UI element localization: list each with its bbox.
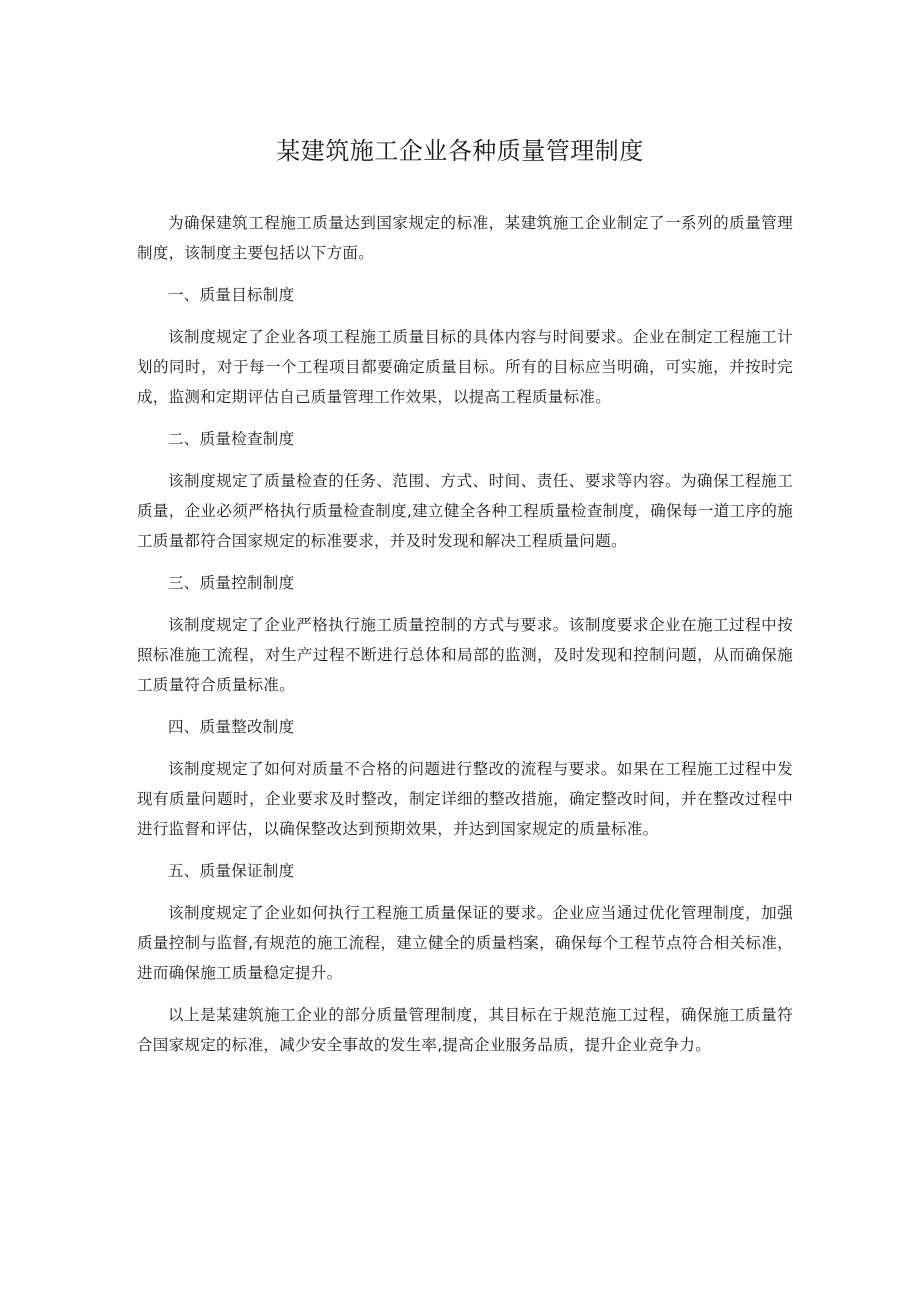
section-heading-quality-control: 三、质量控制制度 — [168, 574, 295, 592]
section-body-quality-goals: 该制度规定了企业各项工程施工质量目标的具体内容与时间要求。企业在制定工程施工计划的同时，对于每一个工程项目都要确定质量目标。所有的目标应当明确，可实施，并按时完成，监测和定期评估自己质量管理工作效果，以提高工程质量标准。 — [137, 328, 793, 406]
section-body-quality-rectification: 该制度规定了如何对质量不合格的问题进行整改的流程与要求。如果在工程施工过程中发现有质量问题时，企业要求及时整改，制定详细的整改措施，确定整改时间，并在整改过程中进行监督和评估，以确保整改达到预期效果，并达到国家规定的质量标准。 — [137, 760, 793, 838]
section-heading-quality-rectification: 四、质量整改制度 — [168, 718, 295, 736]
page-title: 某建筑施工企业各种质量管理制度 — [276, 137, 644, 165]
section-body-quality-inspection: 该制度规定了质量检查的任务、范围、方式、时间、责任、要求等内容。为确保工程施工质量，企业必须严格执行质量检查制度,建立健全各种工程质量检查制度，确保每一道工序的施工质量都符合国家规定的标准要求，并及时发现和解决工程质量问题。 — [137, 472, 793, 550]
section-heading-quality-inspection: 二、质量检查制度 — [168, 430, 295, 448]
intro-paragraph: 为确保建筑工程施工质量达到国家规定的标准，某建筑施工企业制定了一系列的质量管理制度，该制度主要包括以下方面。 — [137, 214, 793, 262]
conclusion-paragraph: 以上是某建筑施工企业的部分质量管理制度，其目标在于规范施工过程，确保施工质量符合国家规定的标准，减少安全事故的发生率,提高企业服务品质，提升企业竞争力。 — [137, 1006, 793, 1054]
section-heading-quality-goals: 一、质量目标制度 — [168, 286, 295, 304]
section-body-quality-assurance: 该制度规定了企业如何执行工程施工质量保证的要求。企业应当通过优化管理制度，加强质量控制与监督,有规范的施工流程，建立健全的质量档案，确保每个工程节点符合相关标准，进而确保施工质量稳定提升。 — [137, 904, 793, 982]
section-body-quality-control: 该制度规定了企业严格执行施工质量控制的方式与要求。该制度要求企业在施工过程中按照标准施工流程，对生产过程不断进行总体和局部的监测，及时发现和控制问题，从而确保施工质量符合质量标准。 — [137, 616, 793, 694]
document-body — [137, 208, 793, 1072]
section-heading-quality-assurance: 五、质量保证制度 — [168, 862, 295, 880]
